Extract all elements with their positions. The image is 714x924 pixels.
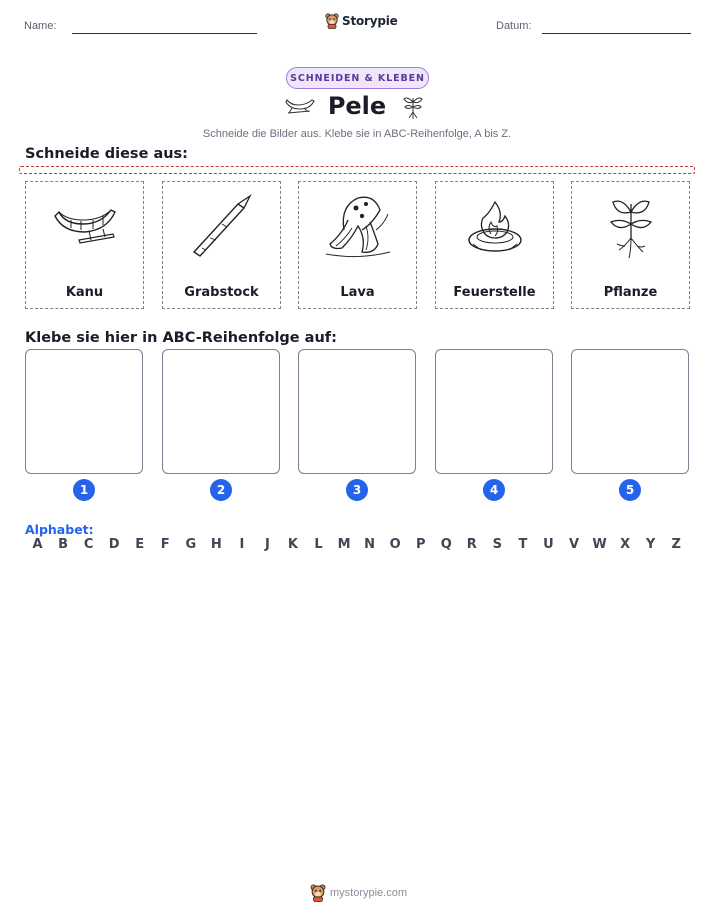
alphabet-letter: G [185, 537, 197, 552]
card-label: Lava [340, 285, 375, 300]
alphabet-letter: J [265, 537, 270, 552]
alphabet-letter: U [543, 537, 554, 552]
fire-pit-icon [459, 194, 531, 258]
alphabet-letter: X [620, 537, 631, 552]
cut-card-grabstock[interactable] [162, 181, 281, 309]
alphabet-letter: S [492, 537, 503, 552]
cut-line [19, 166, 695, 174]
name-label: Name: [24, 20, 57, 32]
alphabet-letter: P [415, 537, 426, 552]
card-label: Pflanze [603, 285, 658, 300]
card-label: Feuerstelle [453, 285, 536, 300]
paste-slot-5[interactable] [571, 349, 689, 474]
alphabet-letter: Q [440, 537, 452, 552]
cut-card-kanu[interactable] [25, 181, 144, 309]
cut-section-heading: Schneide diese aus: [25, 146, 188, 162]
slot-number-badge: 4 [483, 479, 505, 501]
alphabet-letter: O [389, 537, 401, 552]
alphabet-letter: D [108, 537, 120, 552]
alphabet-letter: L [314, 537, 323, 552]
card-label: Kanu [65, 285, 104, 300]
alphabet-letter: W [592, 537, 607, 552]
alphabet-letter: M [337, 537, 351, 552]
footer-url: mystorypie.com [330, 887, 408, 899]
alphabet-letter: A [32, 537, 43, 552]
cut-card-feuerstelle[interactable] [435, 181, 554, 309]
paste-slot-3[interactable] [298, 349, 416, 474]
alphabet-letter: I [239, 537, 245, 552]
alphabet-row [25, 537, 689, 555]
instructions: Schneide die Bilder aus. Klebe sie in ABC-Reihenfolge, A bis Z. [202, 128, 512, 140]
paste-slot-4[interactable] [435, 349, 553, 474]
name-write-line [72, 33, 257, 34]
alphabet-letter: B [58, 537, 68, 552]
date-write-line [542, 33, 691, 34]
slot-number-badge: 5 [619, 479, 641, 501]
slot-number-badge: 2 [210, 479, 232, 501]
alphabet-label: Alphabet: [25, 522, 94, 537]
cut-card-pflanze[interactable] [571, 181, 690, 309]
alphabet-letter: V [568, 537, 580, 552]
bear-mascot-icon [310, 884, 326, 902]
footer [310, 884, 407, 902]
alphabet-letter: N [364, 537, 376, 552]
alphabet-letter: R [466, 537, 477, 552]
activity-badge: SCHNEIDEN & KLEBEN [286, 67, 429, 89]
page-title: Pele [327, 92, 387, 120]
brand-name: Storypie [342, 14, 398, 28]
paste-section-heading: Klebe sie hier in ABC-Reihenfolge auf: [25, 330, 337, 346]
alphabet-letter: Y [645, 537, 656, 552]
brand-logo [325, 13, 398, 29]
alphabet-letter: C [83, 537, 94, 552]
slot-number-badge: 1 [73, 479, 95, 501]
alphabet-letter: F [160, 537, 170, 552]
alphabet-letter: Z [671, 537, 681, 552]
alphabet-letter: E [135, 537, 145, 552]
digging-stick-icon [186, 192, 258, 260]
canoe-icon [49, 198, 121, 254]
paste-slot-2[interactable] [162, 349, 280, 474]
lava-icon [322, 190, 394, 262]
alphabet-letter: K [287, 537, 298, 552]
alphabet-letter: H [210, 537, 222, 552]
cut-card-lava[interactable] [298, 181, 417, 309]
alphabet-letter: T [518, 537, 528, 552]
bear-mascot-icon [325, 13, 339, 29]
paste-slot-1[interactable] [25, 349, 143, 474]
plant-deco-icon [401, 92, 425, 120]
card-label: Grabstock [184, 285, 259, 300]
date-label: Datum: [496, 20, 532, 32]
plant-icon [601, 190, 661, 262]
slot-number-badge: 3 [346, 479, 368, 501]
